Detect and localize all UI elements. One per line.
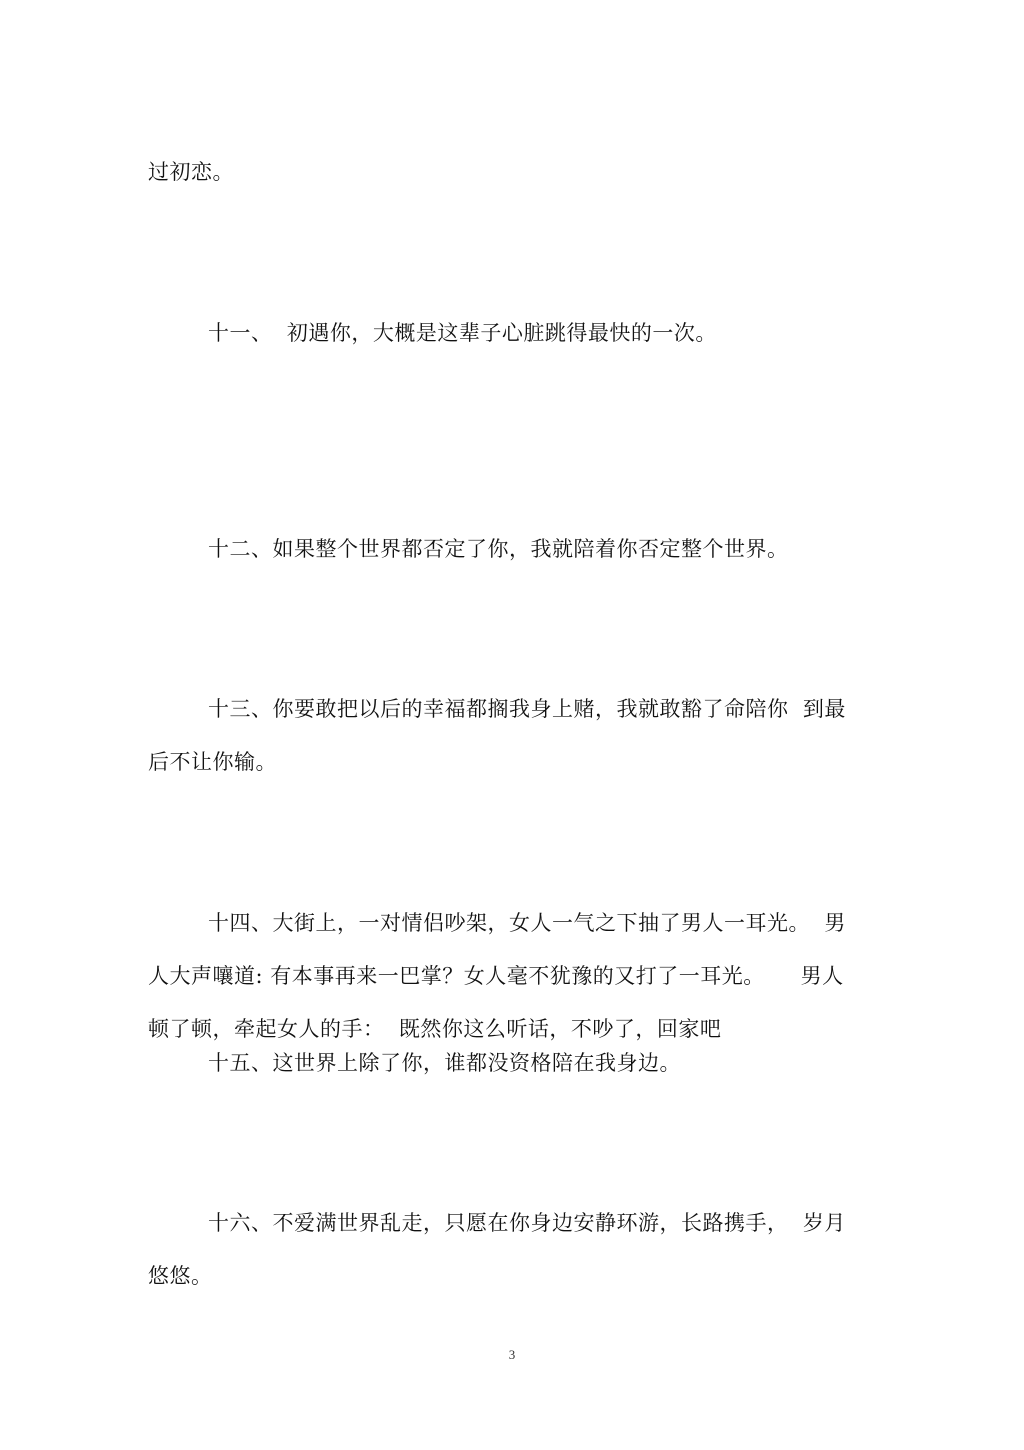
text-line-item-14-cont-1: 人大声嚷道: 有本事再来一巴掌？女人毫不犹豫的又打了一耳光。 男人 <box>148 964 844 988</box>
text-line-item-14: 十四、大街上，一对情侣吵架，女人一气之下抽了男人一耳光。 男 <box>208 911 846 935</box>
page-number: 3 <box>508 1347 516 1362</box>
text-line-item-16: 十六、不爱满世界乱走，只愿在你身边安静环游，长路携手， 岁月 <box>208 1211 846 1235</box>
text-line-item-14-cont-2: 顿了顿，牵起女人的手： 既然你这么听话，不吵了，回家吧 <box>148 1017 722 1041</box>
text-line-item-16-cont: 悠悠。 <box>148 1264 213 1288</box>
text-line-item-11: 十一、 初遇你，大概是这辈子心脏跳得最快的一次。 <box>208 321 717 345</box>
text-line-continuation: 过初恋。 <box>148 160 234 184</box>
text-line-item-13-cont: 后不让你输。 <box>148 750 277 774</box>
text-line-item-12: 十二、如果整个世界都否定了你，我就陪着你否定整个世界。 <box>208 537 789 561</box>
text-line-item-13: 十三、你要敢把以后的幸福都搁我身上赌，我就敢豁了命陪你 到最 <box>208 697 846 721</box>
text-line-item-15: 十五、这世界上除了你，谁都没资格陪在我身边。 <box>208 1051 681 1075</box>
